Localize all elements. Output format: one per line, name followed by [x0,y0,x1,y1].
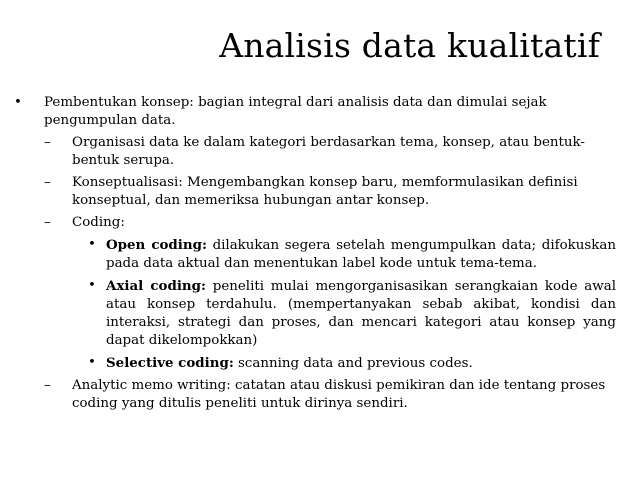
bullet-text: scanning data and previous codes. [233,356,473,371]
bullet-text: Pembentukan konsep: bagian integral dari analisis data dan dimulai sejak pengumpulan data. [44,95,547,128]
dash-marker: – [44,378,51,393]
bullet-concept-formation [14,94,616,130]
coding-term: Selective coding: [106,355,234,371]
coding-term: Open coding: [106,237,207,253]
slide-content [14,94,616,417]
coding-term: Axial coding: [106,278,206,294]
bullet-marker: • [88,355,96,370]
bullet-marker: • [88,237,96,252]
subbullet-conceptualization [14,174,616,210]
bullet-text: Analytic memo writing: catatan atau diskusi pemikiran dan ide tentang proses coding yang ditulis peneliti untuk dirinya sendiri. [72,378,606,411]
coding-item-selective [14,354,616,373]
bullet-text: Konseptualisasi: Mengembangkan konsep baru, memformulasikan definisi konseptual, dan memeriksa hubungan antar konsep. [72,175,578,208]
bullet-text: Coding: [72,215,125,230]
dash-marker: – [44,135,51,150]
subbullet-coding [14,214,616,232]
bullet-marker: • [14,95,22,110]
bullet-marker: • [88,278,96,293]
bullet-text: Organisasi data ke dalam kategori berdasarkan tema, konsep, atau bentuk-bentuk serupa. [72,135,585,168]
coding-item-open [14,236,616,273]
bullet-text: peneliti mulai mengorganisasikan serangkaian kode awal atau konsep terdahulu. (mempertanyakan sebab akibat, kondisi dan interaksi, strategi dan proses, dan mencari kategori atau konsep yang dapat dikelompokkan) [106,279,616,348]
subbullet-analytic-memo [14,377,616,413]
dash-marker: – [44,175,51,190]
slide-title: Analisis data kualitatif [219,26,600,65]
coding-item-axial [14,277,616,350]
subbullet-data-organization [14,134,616,170]
dash-marker: – [44,215,51,230]
bullet-text: dilakukan segera setelah mengumpulkan data; difokuskan pada data aktual dan menentukan label kode untuk tema-tema. [106,238,617,271]
